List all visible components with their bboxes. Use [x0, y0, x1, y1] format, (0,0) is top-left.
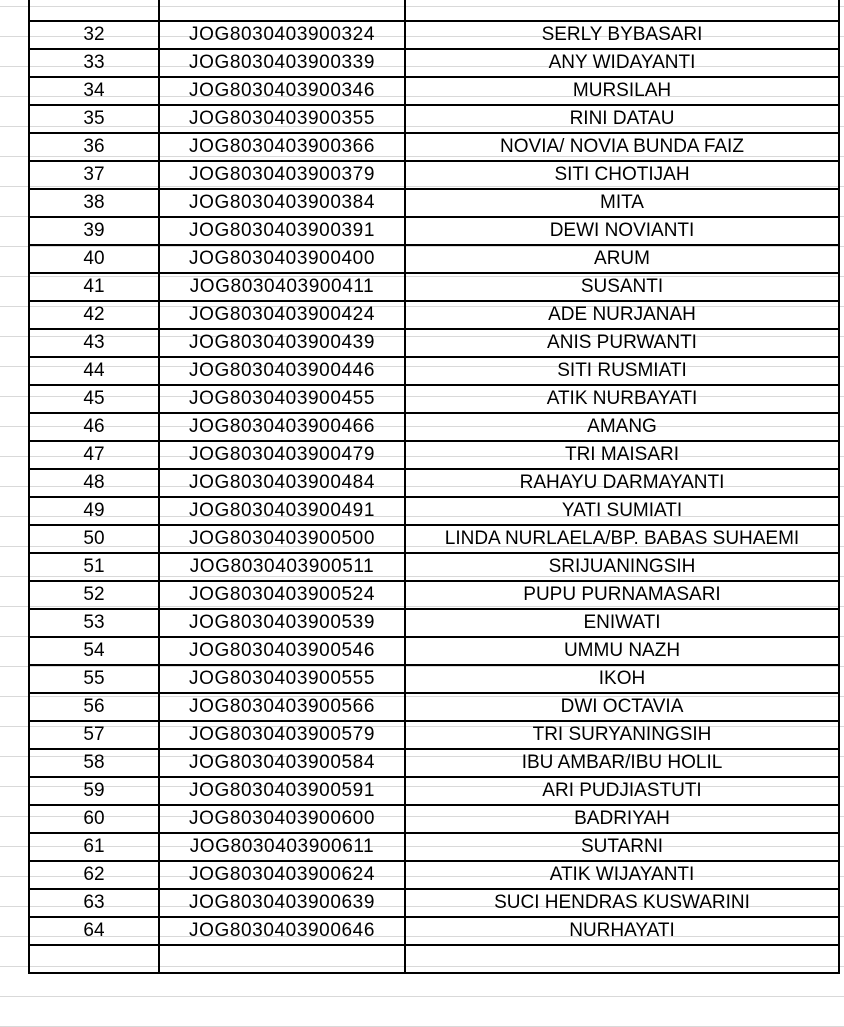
row-number-cell[interactable]: 50 — [29, 525, 159, 553]
row-number-cell[interactable]: 48 — [29, 469, 159, 497]
table-row — [29, 105, 839, 133]
row-number-cell[interactable]: 43 — [29, 329, 159, 357]
customer-name-cell[interactable]: SUCI HENDRAS KUSWARINI — [405, 889, 839, 917]
customer-name-cell[interactable]: ATIK NURBAYATI — [405, 385, 839, 413]
customer-name-cell[interactable]: ARUM — [405, 245, 839, 273]
customer-name-cell[interactable]: ARI PUDJIASTUTI — [405, 777, 839, 805]
left-gutter-cells[interactable] — [0, 0, 28, 1022]
customer-id-cell[interactable]: JOG8030403900391 — [159, 217, 405, 245]
table-row — [29, 833, 839, 861]
table-row — [29, 805, 839, 833]
customer-name-cell[interactable]: RINI DATAU — [405, 105, 839, 133]
customer-id-cell[interactable]: JOG8030403900646 — [159, 917, 405, 945]
table-row — [29, 329, 839, 357]
customer-id-cell[interactable]: JOG8030403900484 — [159, 469, 405, 497]
customer-id-cell[interactable]: JOG8030403900400 — [159, 245, 405, 273]
customer-name-cell[interactable]: YATI SUMIATI — [405, 497, 839, 525]
row-number-cell[interactable]: 47 — [29, 441, 159, 469]
data-table — [28, 0, 840, 974]
customer-id-cell[interactable]: JOG8030403900339 — [159, 49, 405, 77]
customer-name-cell[interactable]: NURHAYATI — [405, 917, 839, 945]
customer-name-cell[interactable]: LINDA NURLAELA/BP. BABAS SUHAEMI — [405, 525, 839, 553]
row-number-cell[interactable] — [29, 0, 159, 21]
customer-id-cell[interactable]: JOG8030403900579 — [159, 721, 405, 749]
customer-name-cell[interactable]: IBU AMBAR/IBU HOLIL — [405, 749, 839, 777]
customer-name-cell[interactable]: ANY WIDAYANTI — [405, 49, 839, 77]
customer-name-cell[interactable]: NOVIA/ NOVIA BUNDA FAIZ — [405, 133, 839, 161]
table-row — [29, 0, 839, 21]
customer-name-cell[interactable]: DEWI NOVIANTI — [405, 217, 839, 245]
customer-id-cell[interactable]: JOG8030403900591 — [159, 777, 405, 805]
table-row — [29, 441, 839, 469]
customer-id-cell[interactable]: JOG8030403900491 — [159, 497, 405, 525]
row-number-cell[interactable]: 32 — [29, 21, 159, 49]
row-number-cell[interactable]: 33 — [29, 49, 159, 77]
table-row — [29, 385, 839, 413]
row-number-cell[interactable]: 63 — [29, 889, 159, 917]
table-row — [29, 497, 839, 525]
customer-name-cell[interactable]: SITI RUSMIATI — [405, 357, 839, 385]
customer-id-cell[interactable]: JOG8030403900524 — [159, 581, 405, 609]
customer-name-cell[interactable]: PUPU PURNAMASARI — [405, 581, 839, 609]
table-row — [29, 273, 839, 301]
table-row — [29, 133, 839, 161]
table-row — [29, 525, 839, 553]
customer-id-cell[interactable]: JOG8030403900584 — [159, 749, 405, 777]
customer-name-cell[interactable]: MURSILAH — [405, 77, 839, 105]
customer-name-cell[interactable] — [405, 945, 839, 973]
row-number-cell[interactable]: 38 — [29, 189, 159, 217]
customer-id-cell[interactable]: JOG8030403900466 — [159, 413, 405, 441]
customer-id-cell[interactable]: JOG8030403900455 — [159, 385, 405, 413]
customer-name-cell[interactable]: AMANG — [405, 413, 839, 441]
table-row — [29, 609, 839, 637]
table-row — [29, 357, 839, 385]
customer-name-cell[interactable] — [405, 0, 839, 21]
row-number-cell[interactable]: 53 — [29, 609, 159, 637]
customer-id-cell[interactable]: JOG8030403900384 — [159, 189, 405, 217]
customer-name-cell[interactable]: IKOH — [405, 665, 839, 693]
table-row — [29, 161, 839, 189]
table-row — [29, 861, 839, 889]
customer-name-cell[interactable]: TRI MAISARI — [405, 441, 839, 469]
row-number-cell[interactable]: 62 — [29, 861, 159, 889]
row-number-cell[interactable]: 41 — [29, 273, 159, 301]
customer-id-cell[interactable]: JOG8030403900566 — [159, 693, 405, 721]
table-row — [29, 49, 839, 77]
customer-id-cell[interactable]: JOG8030403900424 — [159, 301, 405, 329]
customer-name-cell[interactable]: ADE NURJANAH — [405, 301, 839, 329]
customer-id-cell[interactable]: JOG8030403900539 — [159, 609, 405, 637]
customer-id-cell[interactable] — [159, 945, 405, 973]
row-number-cell[interactable] — [29, 945, 159, 973]
customer-id-cell[interactable]: JOG8030403900355 — [159, 105, 405, 133]
table-row — [29, 77, 839, 105]
table-row — [29, 693, 839, 721]
customer-name-cell[interactable]: RAHAYU DARMAYANTI — [405, 469, 839, 497]
row-number-cell[interactable]: 42 — [29, 301, 159, 329]
customer-name-cell[interactable]: SITI CHOTIJAH — [405, 161, 839, 189]
row-number-cell[interactable]: 64 — [29, 917, 159, 945]
row-number-cell[interactable]: 51 — [29, 553, 159, 581]
customer-id-cell[interactable]: JOG8030403900624 — [159, 861, 405, 889]
row-number-cell[interactable]: 49 — [29, 497, 159, 525]
customer-id-cell[interactable]: JOG8030403900511 — [159, 553, 405, 581]
customer-id-cell[interactable]: JOG8030403900324 — [159, 21, 405, 49]
customer-name-cell[interactable]: ENIWATI — [405, 609, 839, 637]
customer-id-cell[interactable]: JOG8030403900411 — [159, 273, 405, 301]
customer-id-cell[interactable] — [159, 0, 405, 21]
table-row — [29, 581, 839, 609]
table-row — [29, 945, 839, 973]
customer-name-cell[interactable]: SERLY BYBASARI — [405, 21, 839, 49]
row-number-cell[interactable]: 54 — [29, 637, 159, 665]
row-number-cell[interactable]: 39 — [29, 217, 159, 245]
customer-id-cell[interactable]: JOG8030403900439 — [159, 329, 405, 357]
row-number-cell[interactable]: 61 — [29, 833, 159, 861]
row-number-cell[interactable]: 37 — [29, 161, 159, 189]
table-row — [29, 189, 839, 217]
row-number-cell[interactable]: 46 — [29, 413, 159, 441]
customer-name-cell[interactable]: SRIJUANINGSIH — [405, 553, 839, 581]
row-number-cell[interactable]: 52 — [29, 581, 159, 609]
customer-name-cell[interactable]: UMMU NAZH — [405, 637, 839, 665]
table-row — [29, 245, 839, 273]
row-number-cell[interactable]: 59 — [29, 777, 159, 805]
row-number-cell[interactable]: 44 — [29, 357, 159, 385]
customer-name-cell[interactable]: ANIS PURWANTI — [405, 329, 839, 357]
table-row — [29, 637, 839, 665]
row-number-cell[interactable]: 35 — [29, 105, 159, 133]
table-row — [29, 301, 839, 329]
customer-name-cell[interactable]: ATIK WIJAYANTI — [405, 861, 839, 889]
customer-name-cell[interactable]: MITA — [405, 189, 839, 217]
table-row — [29, 217, 839, 245]
customer-id-cell[interactable]: JOG8030403900639 — [159, 889, 405, 917]
customer-id-cell[interactable]: JOG8030403900600 — [159, 805, 405, 833]
customer-name-cell[interactable]: BADRIYAH — [405, 805, 839, 833]
table-row — [29, 917, 839, 945]
customer-id-cell[interactable]: JOG8030403900611 — [159, 833, 405, 861]
customer-name-cell[interactable]: DWI OCTAVIA — [405, 693, 839, 721]
table-row — [29, 413, 839, 441]
row-number-cell[interactable]: 40 — [29, 245, 159, 273]
customer-id-cell[interactable]: JOG8030403900346 — [159, 77, 405, 105]
table-row — [29, 469, 839, 497]
row-number-cell[interactable]: 36 — [29, 133, 159, 161]
customer-id-cell[interactable]: JOG8030403900500 — [159, 525, 405, 553]
table-row — [29, 749, 839, 777]
row-number-cell[interactable]: 58 — [29, 749, 159, 777]
row-number-cell[interactable]: 55 — [29, 665, 159, 693]
customer-id-cell[interactable]: JOG8030403900546 — [159, 637, 405, 665]
customer-name-cell[interactable]: TRI SURYANINGSIH — [405, 721, 839, 749]
row-number-cell[interactable]: 57 — [29, 721, 159, 749]
row-number-cell[interactable]: 34 — [29, 77, 159, 105]
row-number-cell[interactable]: 56 — [29, 693, 159, 721]
gridline — [0, 996, 844, 997]
customer-name-cell[interactable]: SUTARNI — [405, 833, 839, 861]
customer-name-cell[interactable]: SUSANTI — [405, 273, 839, 301]
customer-id-cell[interactable]: JOG8030403900479 — [159, 441, 405, 469]
table-row — [29, 889, 839, 917]
customer-id-cell[interactable]: JOG8030403900555 — [159, 665, 405, 693]
row-number-cell[interactable]: 45 — [29, 385, 159, 413]
table-row — [29, 665, 839, 693]
row-number-cell[interactable]: 60 — [29, 805, 159, 833]
table-row — [29, 721, 839, 749]
customer-id-cell[interactable]: JOG8030403900446 — [159, 357, 405, 385]
customer-id-cell[interactable]: JOG8030403900379 — [159, 161, 405, 189]
table-row — [29, 777, 839, 805]
table-row — [29, 21, 839, 49]
table-body — [29, 0, 839, 973]
customer-id-cell[interactable]: JOG8030403900366 — [159, 133, 405, 161]
table-row — [29, 553, 839, 581]
